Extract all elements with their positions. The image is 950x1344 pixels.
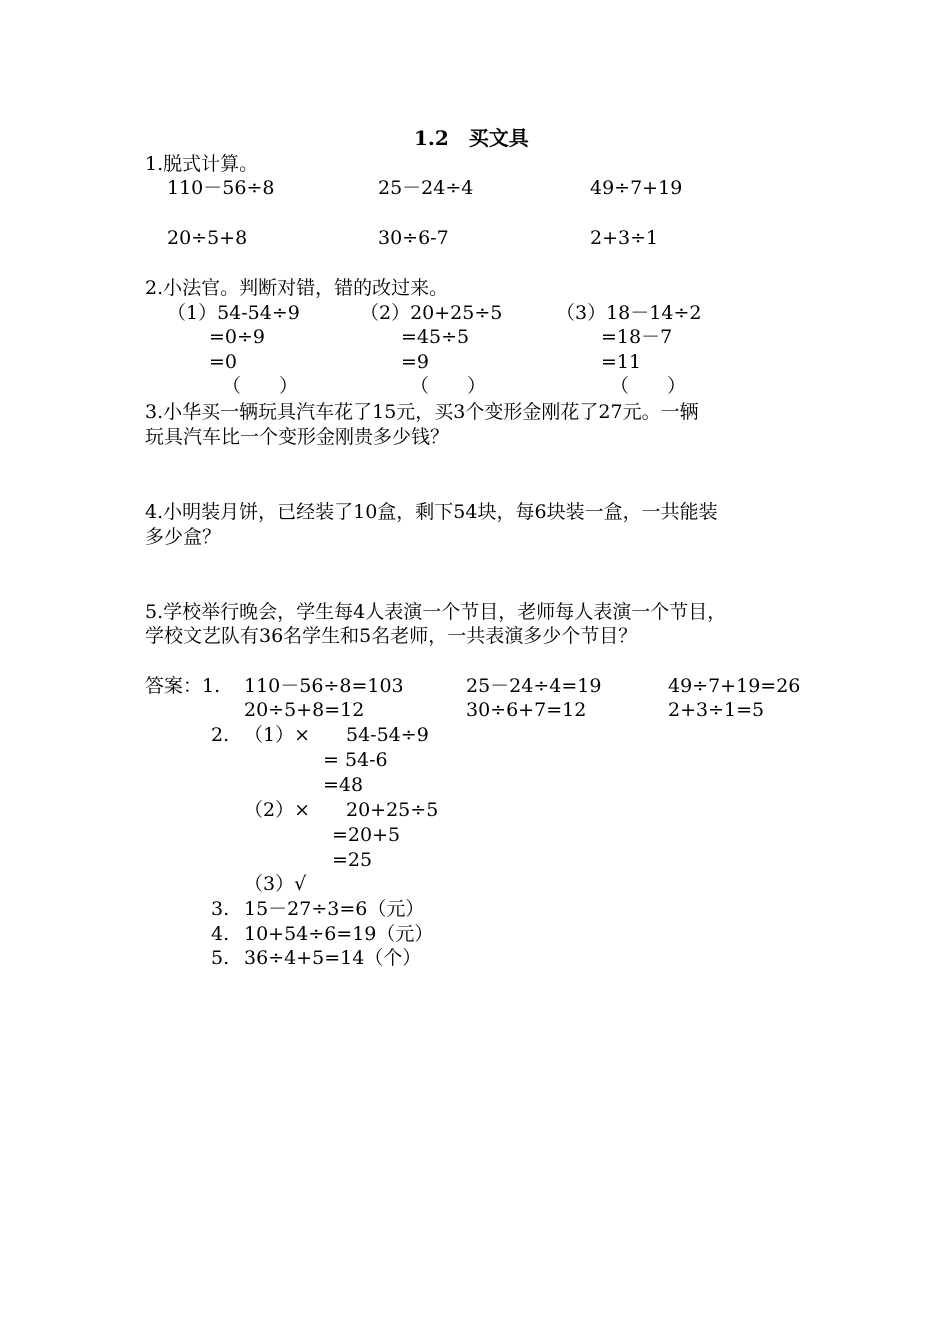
answer-line: 10+54÷6=19（元） (244, 923, 434, 945)
q2-expr-line: =0÷9 (209, 326, 266, 348)
q2-expr-line: （3）18－14÷2 (556, 302, 702, 324)
answer-line: =25 (332, 849, 373, 871)
q2-expr-line: =11 (601, 351, 642, 373)
answer-mark: （2）× (244, 799, 311, 821)
q3-text: 玩具汽车比一个变形金刚贵多少钱？ (145, 426, 450, 448)
q1-expr: 25－24÷4 (378, 177, 474, 199)
q5-text: 5.学校举行晚会，学生每4人表演一个节目，老师每人表演一个节目， (145, 601, 727, 623)
q2-heading: 2.小法官。判断对错，错的改过来。 (145, 277, 449, 299)
answer-number: 5. (211, 947, 230, 969)
q2-answer-paren[interactable]: （ ） (410, 375, 487, 397)
q1-expr: 2+3÷1 (590, 227, 659, 249)
answer-line: 54-54÷9 (346, 724, 429, 746)
q1-expr: 20÷5+8 (167, 227, 248, 249)
q4-text: 多少盒？ (145, 526, 222, 548)
answer-line: 20÷5+8=12 (244, 699, 365, 721)
q2-answer-paren[interactable]: （ ） (222, 375, 299, 397)
answer-line: 15－27÷3=6（元） (244, 898, 425, 920)
q5-text: 学校文艺队有36名学生和5名老师，一共表演多少个节目？ (145, 625, 638, 647)
answer-line: 20+25÷5 (346, 799, 439, 821)
answer-line: = 54-6 (323, 749, 388, 771)
q2-expr-line: =18－7 (601, 326, 673, 348)
q1-expr: 110－56÷8 (167, 177, 275, 199)
answers-label: 答案：1. (145, 675, 221, 697)
answer-number: 4. (211, 923, 230, 945)
q1-heading: 1.脱式计算。 (145, 153, 259, 175)
answer-number: 2. (211, 724, 230, 746)
answer-line: 25－24÷4=19 (466, 675, 602, 697)
answer-number: 3. (211, 898, 230, 920)
q4-text: 4.小明装月饼，已经装了10盒，剩下54块，每6块装一盒，一共能装 (145, 501, 718, 523)
page-title: 1.2 买文具 (414, 126, 529, 150)
answer-mark: （3）√ (244, 873, 307, 895)
q3-text: 3.小华买一辆玩具汽车花了15元，买3个变形金刚花了27元。一辆 (145, 401, 699, 423)
q2-expr-line: （1）54-54÷9 (167, 302, 300, 324)
q1-expr: 30÷6-7 (378, 227, 449, 249)
q2-answer-paren[interactable]: （ ） (610, 375, 687, 397)
answer-line: 2+3÷1=5 (668, 699, 765, 721)
q2-expr-line: =45÷5 (401, 326, 470, 348)
answer-line: 49÷7+19=26 (668, 675, 801, 697)
q2-expr-line: （2）20+25÷5 (360, 302, 503, 324)
answer-line: =20+5 (332, 824, 401, 846)
answer-line: =48 (323, 774, 364, 796)
q2-expr-line: =0 (209, 351, 238, 373)
answer-line: 110－56÷8=103 (244, 675, 404, 697)
answer-mark: （1）× (244, 724, 311, 746)
answer-line: 30÷6+7=12 (466, 699, 587, 721)
q1-expr: 49÷7+19 (590, 177, 683, 199)
answer-line: 36÷4+5=14（个） (244, 947, 422, 969)
q2-expr-line: =9 (401, 351, 430, 373)
